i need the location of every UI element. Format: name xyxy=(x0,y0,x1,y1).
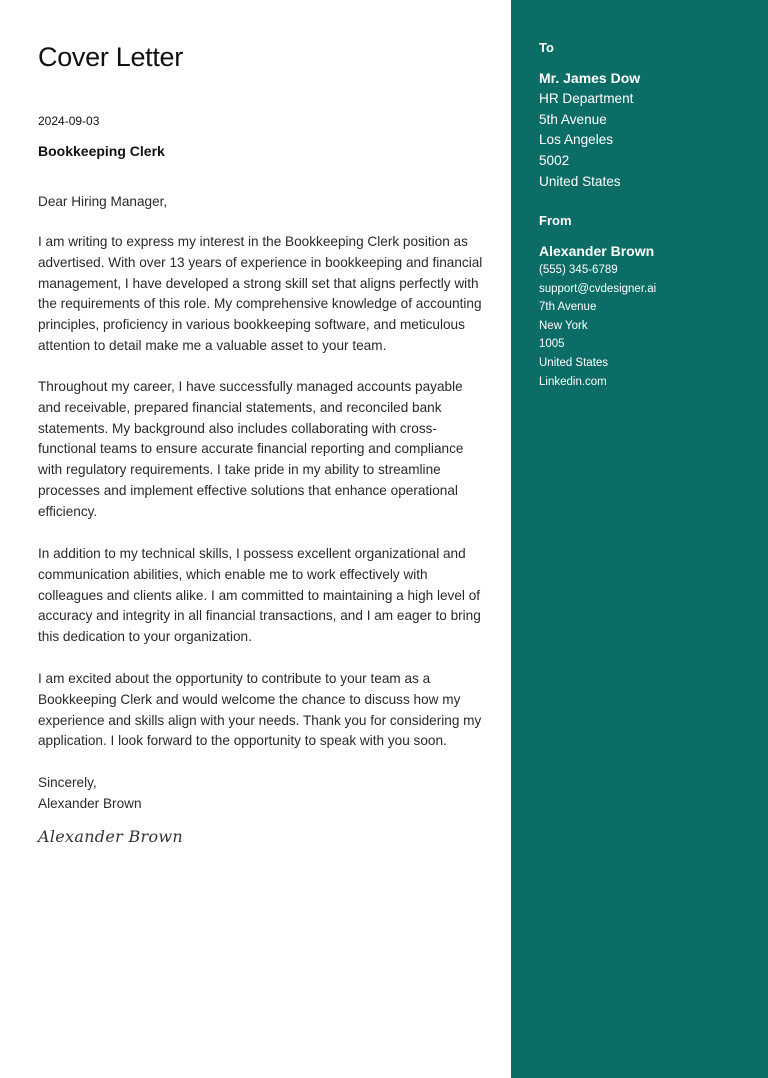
recipient-name: Mr. James Dow xyxy=(539,70,641,86)
greeting: Dear Hiring Manager, xyxy=(38,194,168,209)
sender-phone[interactable]: (555) 345-6789 xyxy=(539,264,618,276)
recipient-block xyxy=(539,40,764,193)
sender-label: From xyxy=(539,213,572,228)
sender-signoff-name: Alexander Brown xyxy=(38,795,142,811)
closing-block xyxy=(38,773,488,815)
sender-zip: 1005 xyxy=(539,338,565,351)
sender-linkedin-link[interactable]: Linkedin.com xyxy=(539,375,607,388)
recipient-country: United States xyxy=(539,173,621,189)
sender-country: United States xyxy=(539,356,609,369)
recipient-department: HR Department xyxy=(539,90,634,106)
handwritten-signature: Alexander Brown xyxy=(38,827,183,846)
contact-sidebar xyxy=(511,0,768,1078)
recipient-label: To xyxy=(539,40,554,55)
closing-salutation: Sincerely, xyxy=(38,775,97,790)
paragraph-3: In addition to my technical skills, I possess excellent organizational and communication abilities, which enable me to work effectively with colleagues and clients alike. I am committed to maintaining a high level of accuracy and integrity in all financial transactions, and I am eager to bring this dedication to your organization. xyxy=(38,546,481,645)
recipient-street: 5th Avenue xyxy=(539,111,607,127)
paragraph-2: Throughout my career, I have successfully managed accounts payable and receivable, prepared financial statements, and reconciled bank statements. My background also includes collaborating with cross-functional teams to ensure accurate financial reporting and compliance with regulatory requirements. I take pride in my ability to streamline processes and implement effective solutions that enhance operational efficiency. xyxy=(38,379,464,519)
position-title: Bookkeeping Clerk xyxy=(38,143,165,159)
paragraph-1: I am writing to express my interest in the Bookkeeping Clerk position as advertised. With over 13 years of experience in bookkeeping and financial management, I have developed a strong skill set that aligns perfectly with the requirements of this role. My comprehensive knowledge of accounting principles, proficiency in various bookkeeping software, and meticulous attention to detail make me a valuable asset to your team. xyxy=(38,234,483,353)
sender-email[interactable]: support@cvdesigner.ai xyxy=(539,282,657,295)
sender-name: Alexander Brown xyxy=(539,243,655,259)
recipient-zip: 5002 xyxy=(539,153,570,169)
recipient-city: Los Angeles xyxy=(539,132,614,148)
sender-city: New York xyxy=(539,319,588,332)
sender-street: 7th Avenue xyxy=(539,301,597,314)
page-title: Cover Letter xyxy=(38,42,183,72)
letter-date: 2024-09-03 xyxy=(38,114,100,128)
paragraph-4: I am excited about the opportunity to contribute to your team as a Bookkeeping Clerk and would welcome the chance to discuss how my experience and skills align with your needs. Thank you for considering my application. I look forward to the opportunity to speak with you soon. xyxy=(38,671,482,749)
sender-block xyxy=(539,213,764,391)
